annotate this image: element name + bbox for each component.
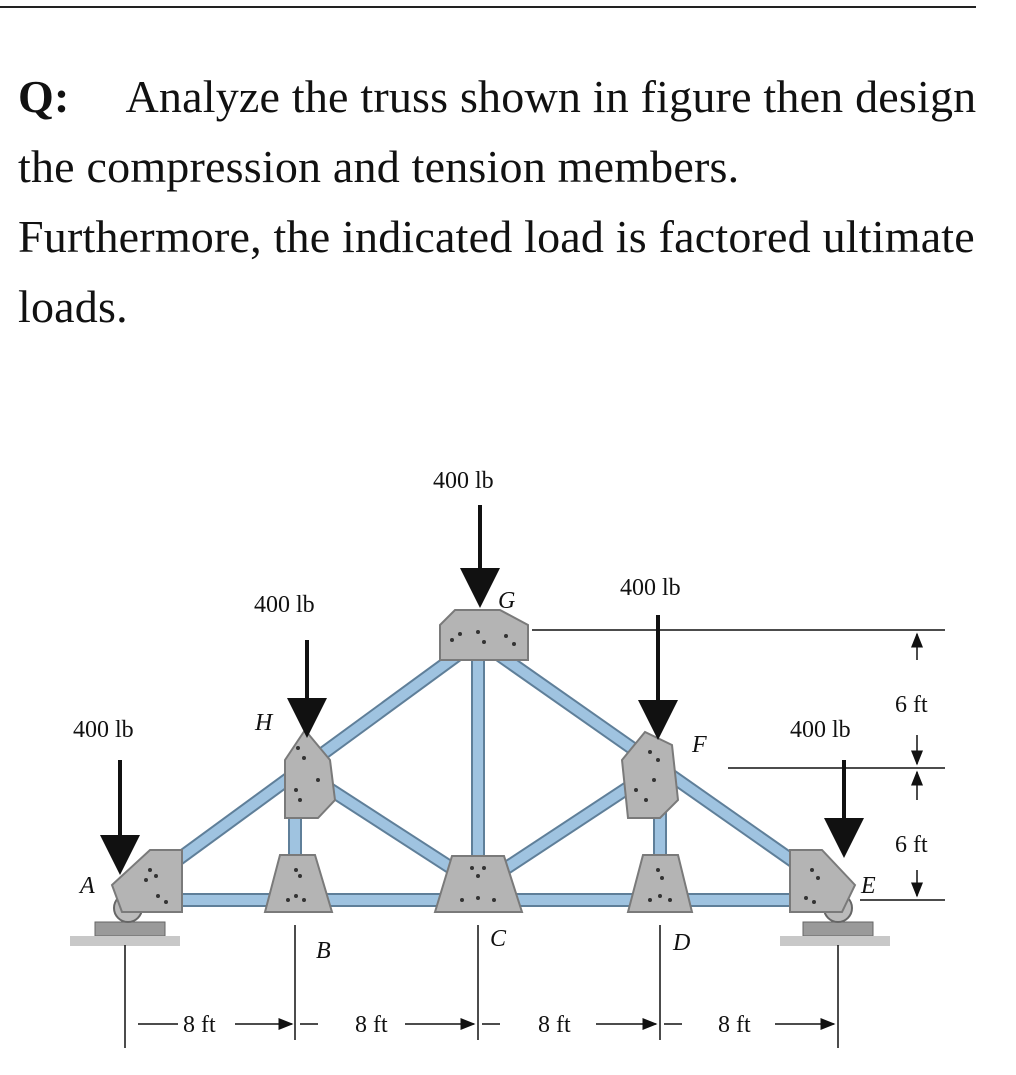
dim-label-height-lower: 6 ft <box>895 832 928 858</box>
joint-label-h: H <box>255 710 273 736</box>
dimension-lines <box>125 630 945 1048</box>
load-label-a: 400 lb <box>73 717 134 743</box>
load-label-h: 400 lb <box>254 592 315 618</box>
joint-label-c: C <box>490 926 507 952</box>
plate-g <box>440 610 528 660</box>
dim-label-span2: 8 ft <box>355 1012 388 1038</box>
question-label: Q: <box>18 71 70 122</box>
joint-label-e: E <box>861 873 876 899</box>
question-text <box>18 62 978 342</box>
truss-figure <box>0 440 1016 1075</box>
dim-label-span3: 8 ft <box>538 1012 571 1038</box>
joint-label-a: A <box>80 873 95 899</box>
joint-label-g: G <box>498 588 516 614</box>
dim-label-span1: 8 ft <box>183 1012 216 1038</box>
dim-label-height-upper: 6 ft <box>895 692 928 718</box>
joint-label-f: F <box>692 732 707 758</box>
plate-e <box>790 850 855 912</box>
load-label-e: 400 lb <box>790 717 851 743</box>
top-rule <box>0 6 976 8</box>
joint-label-b: B <box>316 938 331 964</box>
joint-label-d: D <box>673 930 691 956</box>
load-label-f: 400 lb <box>620 575 681 601</box>
dim-label-span4: 8 ft <box>718 1012 751 1038</box>
plate-d <box>628 855 692 912</box>
load-label-top: 400 lb <box>433 468 494 494</box>
question-body: Analyze the truss shown in figure then design the compression and tension members. Furthermore, the indicated load is factored ultimate loads. <box>18 71 977 332</box>
plate-b <box>265 855 332 912</box>
